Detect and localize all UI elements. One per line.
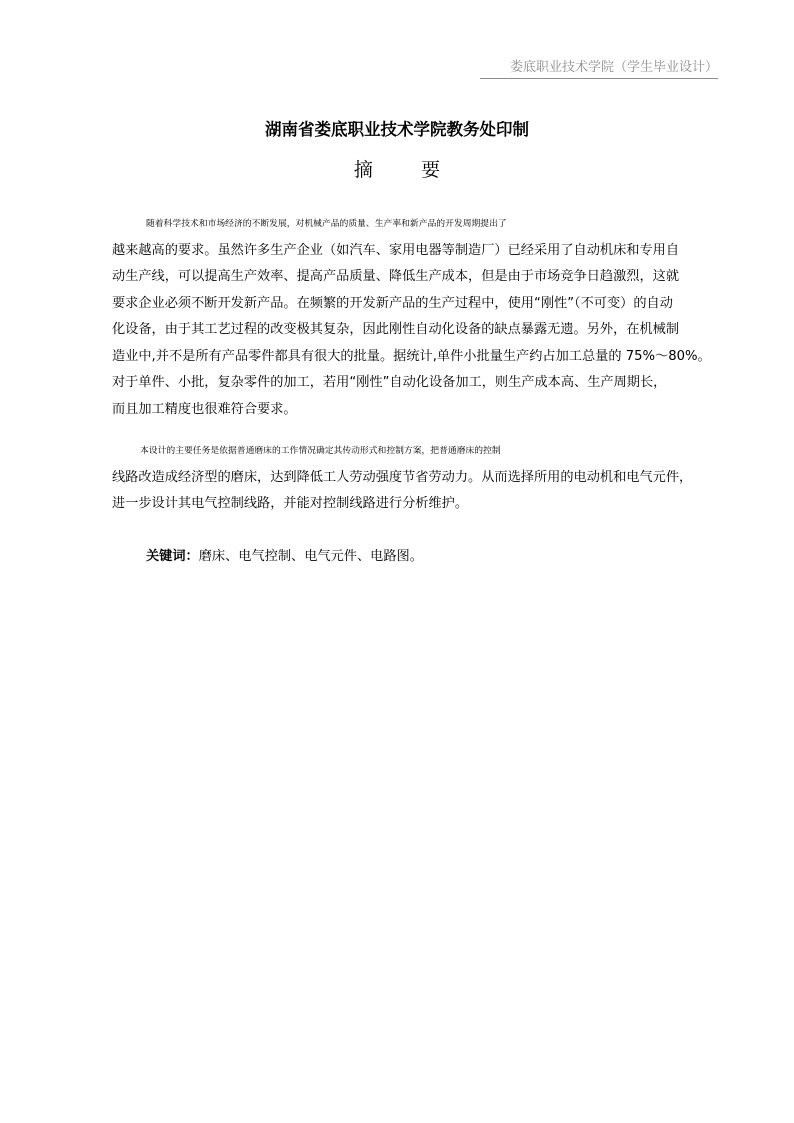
paragraph-line: 越来越高的要求。虽然许多生产企业（如汽车、家用电器等制造厂）已经采用了自动机床和专用自	[112, 242, 680, 258]
abstract-heading: 摘 要	[353, 159, 441, 181]
page-header: 娄底职业技术学院（学生毕业设计）	[480, 58, 718, 79]
paragraph-line: 本设计的主要任务是依据普通磨床的工作情况确定其传动形式和控制方案，把普通磨床的控制	[140, 446, 501, 456]
paragraph-line: 要求企业必须不断开发新产品。在频繁的开发新产品的生产过程中，使用“刚性”（不可变）的自动	[112, 295, 673, 311]
paragraph-line: 而且加工精度也很难符合要求。	[112, 401, 297, 417]
keywords-label: 关键词：	[146, 549, 199, 564]
paragraph-line: 化设备，由于其工艺过程的改变极其复杂，因此刚性自动化设备的缺点暴露无遗。另外，在机械制	[112, 322, 680, 337]
keywords-value: 磨床、电气控制、电气元件、电路图。	[198, 549, 423, 564]
abstract-paragraph-2	[112, 438, 718, 518]
paragraph-line: 对于单件、小批，复杂零件的加工，若用“刚性”自动化设备加工，则生产成本高、生产周期长，	[112, 375, 667, 390]
document-title: 湖南省娄底职业技术学院教务处印制	[265, 120, 529, 139]
abstract-paragraph-1	[112, 211, 718, 423]
paragraph-line: 进一步设计其电气控制线路，并能对控制线路进行分析维护。	[112, 496, 469, 511]
paragraph-line: 造业中,并不是所有产品零件都具有很大的批量。据统计,单件小批量生产约占加工总量的 75%～80%。	[112, 348, 711, 364]
paragraph-line: 随着科学技术和市场经济的不断发展，对机械产品的质量、生产率和新产品的开发周期提出了	[146, 219, 507, 229]
paragraph-line: 动生产线，可以提高生产效率、提高产品质量、降低生产成本，但是由于市场竞争日趋激烈，这就	[112, 269, 680, 284]
paragraph-line: 线路改造成经济型的磨床，达到降低工人劳动强度节省劳动力。从而选择所用的电动机和电气元件，	[112, 469, 693, 485]
keywords-line	[146, 544, 423, 570]
